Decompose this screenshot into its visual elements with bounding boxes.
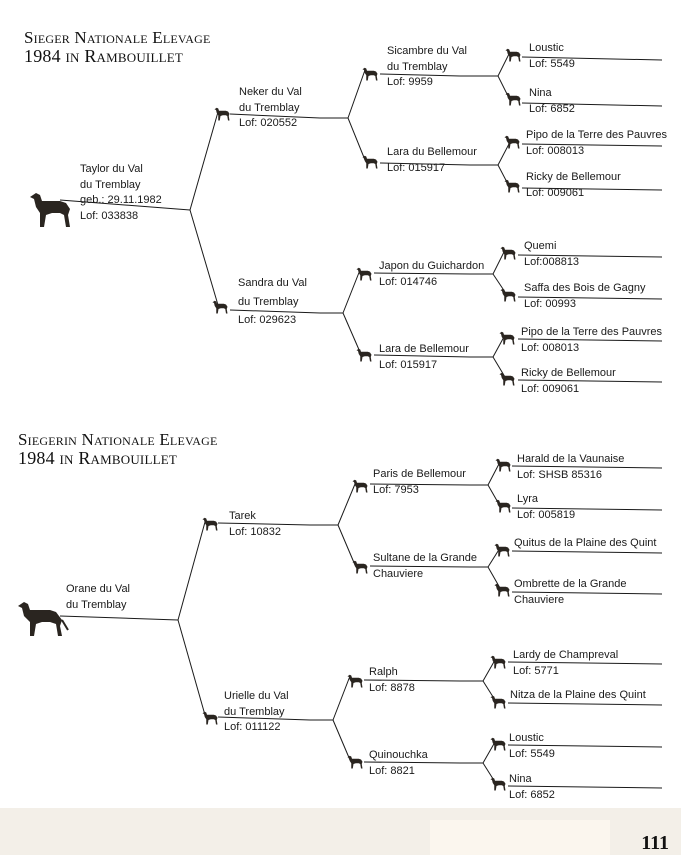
great-grandparent-label (517, 492, 575, 523)
lof-number: Lof:008813 (524, 255, 580, 268)
dog-name: Loustic (529, 42, 564, 54)
subject-dog-label (80, 162, 162, 224)
great-grandparent-label (526, 170, 621, 201)
dog-name: Orane du Val (66, 583, 131, 595)
great-grandparent-label (509, 731, 555, 762)
lof-number: Lof: 009061 (521, 382, 580, 395)
title-line-1: Siegerin Nationale Elevage (18, 430, 218, 449)
dam-label (224, 689, 289, 736)
greyhound-icon (502, 132, 522, 150)
dog-name: Sandra du Val (238, 277, 307, 289)
grandparent-label (369, 665, 415, 696)
greyhound-icon (488, 692, 508, 710)
dog-name: Sicambre du Val (387, 45, 467, 57)
great-grandparent-label (517, 452, 624, 483)
great-grandparent-label (529, 41, 575, 72)
dam-label (238, 276, 307, 329)
greyhound-icon (360, 152, 380, 170)
lof-number: Lof: 9959 (387, 76, 433, 88)
lof-number: Lof: 014746 (379, 275, 438, 288)
dog-name: Ombrette de la Grande (514, 578, 627, 590)
dog-name: Neker du Val (239, 86, 302, 98)
page-number: 111 (641, 832, 669, 854)
greyhound-icon (488, 652, 508, 670)
lof-number: Lof: 5771 (513, 664, 559, 677)
greyhound-icon (200, 514, 220, 532)
greyhound-icon (503, 89, 523, 107)
subject-dog-label (66, 582, 130, 613)
dog-name: Saffa des Bois de Gagny (524, 282, 646, 294)
grandparent-label (387, 145, 477, 176)
lof-number: Lof: 015917 (387, 161, 446, 174)
birth-date: geb.: 29.11.1982 (80, 194, 162, 206)
greyhound-icon (498, 243, 518, 261)
great-grandparent-label (529, 86, 575, 117)
lof-number: Lof: 6852 (509, 788, 555, 801)
great-grandparent-label (521, 325, 662, 356)
great-grandparent-label (526, 128, 667, 159)
great-grandparent-label (509, 772, 555, 803)
lof-number: Lof: 029623 (238, 314, 297, 326)
dog-name: Nina (509, 773, 532, 785)
great-grandparent-label (524, 239, 579, 270)
grandparent-label (373, 551, 477, 582)
dog-name: Ricky de Bellemour (526, 171, 621, 183)
dog-name: Harald de la Vaunaise (517, 453, 625, 465)
dog-name: Paris de Bellemour (373, 468, 466, 480)
lof-number: Lof: 5549 (509, 747, 555, 760)
dog-name: Japon du Guichardon (379, 260, 485, 272)
pedigree-2-title (18, 430, 218, 468)
grandparent-label (379, 342, 469, 373)
greyhound-icon (503, 45, 523, 63)
lof-number: Lof: 033838 (80, 209, 139, 222)
great-grandparent-label (524, 281, 646, 312)
greyhound-icon (492, 580, 512, 598)
dog-name-cont: du Tremblay (224, 705, 285, 718)
dog-name: Lara du Bellemour (387, 146, 477, 158)
lof-number: Lof: 8821 (369, 764, 415, 777)
dog-name: Loustic (509, 732, 544, 744)
dog-name: Nina (529, 87, 552, 99)
greyhound-icon (350, 476, 370, 494)
greyhound-icon (488, 774, 508, 792)
great-grandparent-label (513, 648, 618, 679)
dog-name-cont: du Tremblay (238, 295, 299, 308)
greyhound-icon (345, 752, 365, 770)
greyhound-photo-large (14, 592, 70, 640)
lof-number: Lof: 7953 (373, 483, 419, 496)
title-line-1: Sieger Nationale Elevage (24, 28, 211, 47)
dog-name-cont: du Tremblay (66, 598, 127, 611)
lof-number: Lof: 008013 (526, 144, 585, 157)
lof-number: Lof: SHSB 85316 (517, 468, 603, 481)
greyhound-icon (502, 176, 522, 194)
dog-name-cont: Chauviere (514, 593, 565, 606)
greyhound-icon (497, 369, 517, 387)
great-grandparent-label (514, 577, 627, 608)
dog-name: Pipo de la Terre des Pauvres (526, 129, 668, 141)
greyhound-icon (360, 64, 380, 82)
dog-name-cont: du Tremblay (387, 60, 448, 73)
dog-name: Pipo de la Terre des Pauvres (521, 326, 663, 338)
greyhound-icon (345, 671, 365, 689)
grandparent-label (373, 467, 466, 498)
greyhound-icon (493, 496, 513, 514)
lof-number: Lof: 10832 (229, 525, 281, 538)
greyhound-icon (488, 734, 508, 752)
title-line-2: 1984 in Rambouillet (24, 46, 184, 66)
pedigree-1-title (24, 28, 211, 66)
grandparent-label (387, 44, 467, 91)
lof-number: Lof: 005819 (517, 508, 576, 521)
lof-number: Lof: 009061 (526, 186, 585, 199)
dog-name: Quemi (524, 240, 557, 252)
greyhound-photo-large (24, 183, 76, 231)
greyhound-icon (210, 297, 230, 315)
sire-label (239, 85, 302, 132)
dog-name: Urielle du Val (224, 690, 289, 702)
great-grandparent-label (521, 366, 616, 397)
dog-name-cont: Chauviere (373, 567, 424, 580)
dog-name: Quitus de la Plaine des Quint (514, 537, 657, 549)
dog-name: Ralph (369, 666, 398, 678)
dog-name: Quinouchka (369, 749, 428, 761)
dog-name: Ricky de Bellemour (521, 367, 616, 379)
greyhound-icon (354, 264, 374, 282)
dog-name: Taylor du Val (80, 163, 143, 175)
lof-number: Lof: 8878 (369, 681, 415, 694)
great-grandparent-label (514, 536, 656, 552)
dog-name: Nitza de la Plaine des Quint (510, 689, 646, 701)
greyhound-icon (350, 557, 370, 575)
dog-name: Lardy de Champreval (513, 649, 619, 661)
greyhound-icon (492, 540, 512, 558)
lof-number: Lof: 00993 (524, 297, 576, 310)
sire-label (229, 509, 281, 540)
greyhound-icon (493, 455, 513, 473)
dog-name: Sultane de la Grande (373, 552, 477, 564)
lof-number: Lof: 5549 (529, 57, 575, 70)
title-line-2: 1984 in Rambouillet (18, 448, 178, 468)
dog-name: Tarek (229, 510, 256, 522)
great-grandparent-label (510, 688, 646, 704)
grandparent-label (369, 748, 428, 779)
dog-name: Lara de Bellemour (379, 343, 469, 355)
grandparent-label (379, 259, 484, 290)
greyhound-icon (200, 708, 220, 726)
lof-number: Lof: 008013 (521, 341, 580, 354)
dog-name-cont: du Tremblay (80, 178, 141, 191)
dog-name-cont: du Tremblay (239, 101, 300, 114)
greyhound-icon (354, 345, 374, 363)
dog-name: Lyra (517, 493, 538, 505)
greyhound-icon (212, 104, 232, 122)
greyhound-icon (497, 328, 517, 346)
lof-number: Lof: 6852 (529, 102, 575, 115)
greyhound-icon (498, 285, 518, 303)
lof-number: Lof: 020552 (239, 117, 298, 129)
lof-number: Lof: 011122 (224, 721, 281, 733)
lof-number: Lof: 015917 (379, 358, 438, 371)
